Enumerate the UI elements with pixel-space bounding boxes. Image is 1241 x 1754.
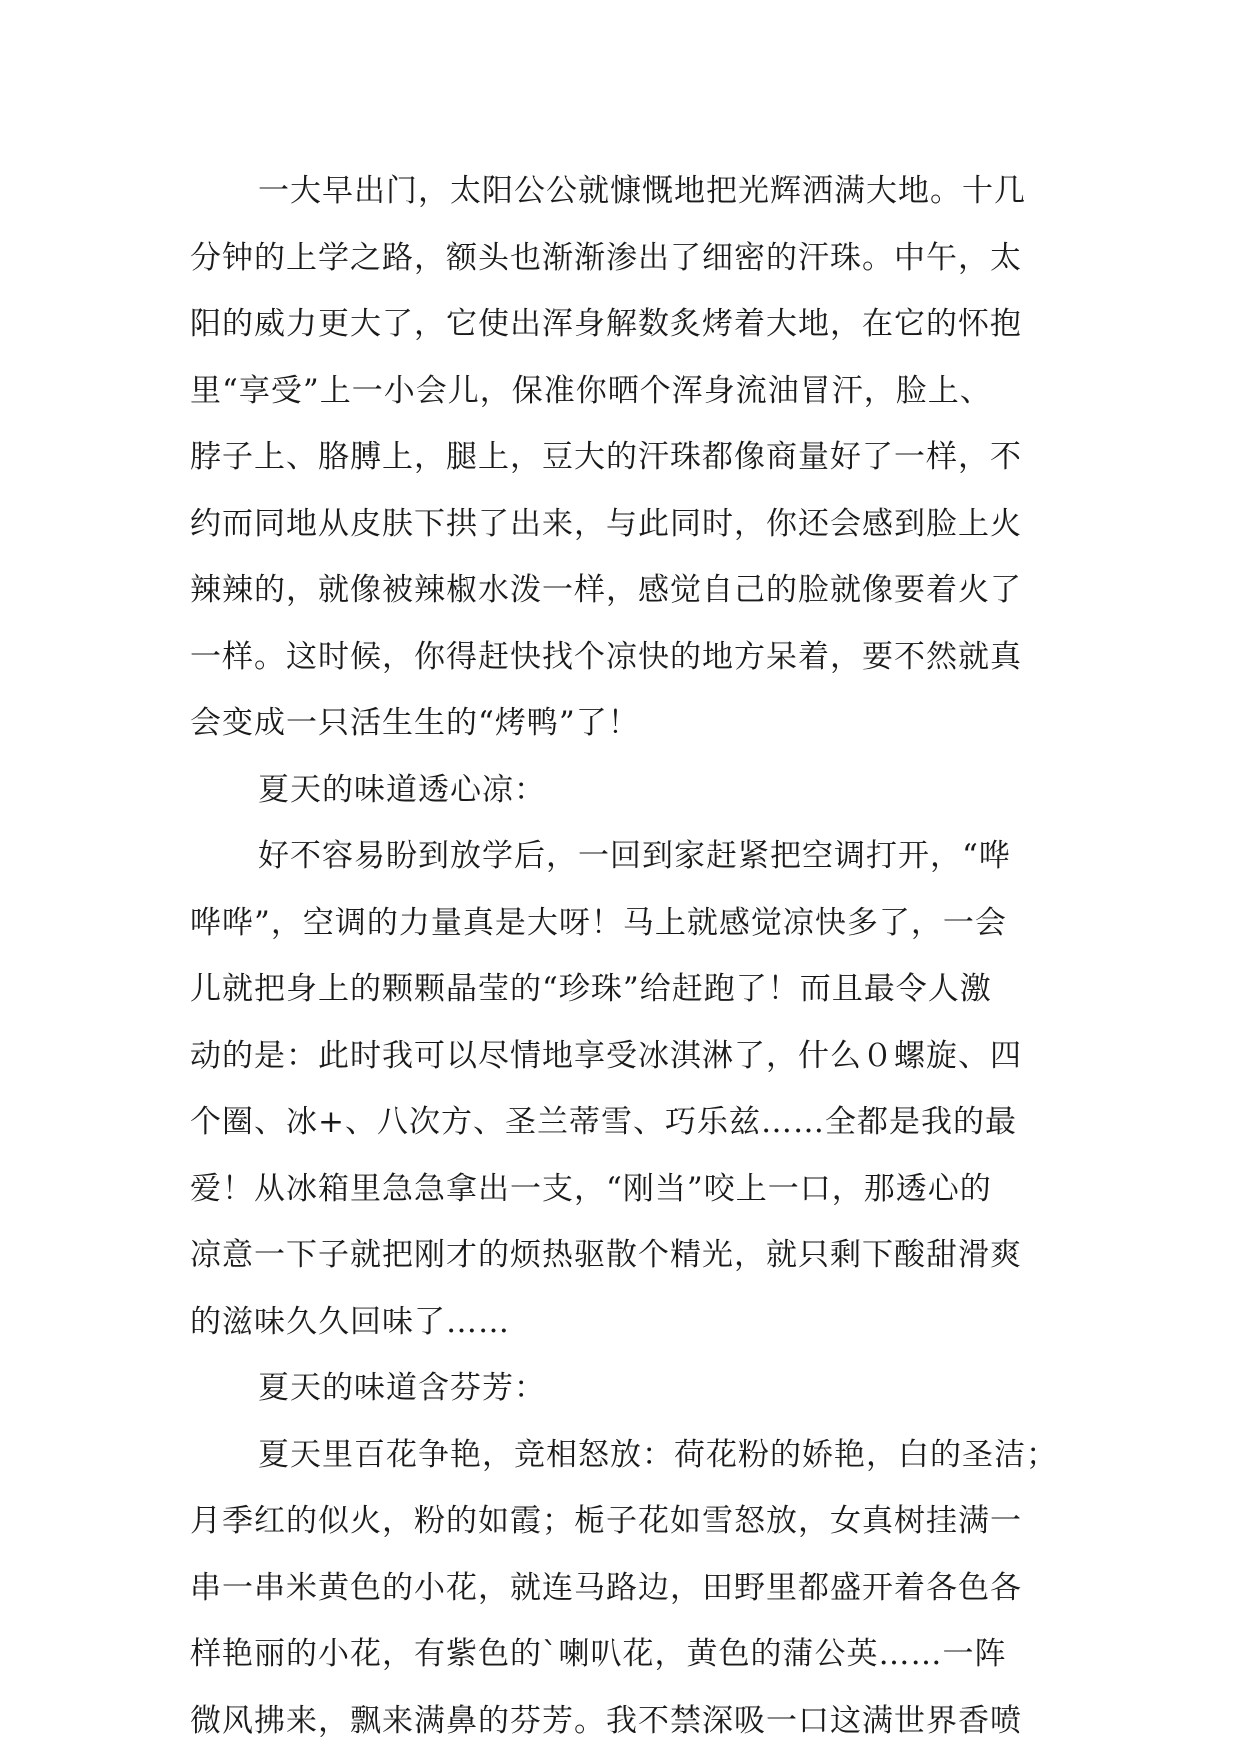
paragraph-first-line: 夏天的味道透心凉： <box>258 771 546 808</box>
text-line: 阳的威力更大了，它使出浑身解数炙烤着大地，在它的怀抱 <box>190 306 1022 342</box>
text-line: 儿就把身上的颗颗晶莹的“珍珠”给赶跑了！而且最令人激 <box>190 971 992 1007</box>
paragraph-first-line: 夏天的味道含芬芳： <box>258 1370 546 1406</box>
text-line: 串一串米黄色的小花，就连马路边，田野里都盛开着各色各 <box>190 1569 1022 1606</box>
text-line: 月季红的似火，粉的如霞；栀子花如雪怒放，女真树挂满一 <box>190 1503 1022 1539</box>
text-line: 凉意一下子就把刚才的烦热驱散个精光，就只剩下酸甜滑爽 <box>190 1237 1022 1273</box>
text-line: 脖子上、胳膊上，腿上，豆大的汗珠都像商量好了一样，不 <box>190 439 1022 475</box>
paragraph-first-line: 一大早出门，太阳公公就慷慨地把光辉洒满大地。十几 <box>258 173 1026 209</box>
document-body <box>190 158 1070 1754</box>
text-line: 微风拂来，飘来满鼻的芬芳。我不禁深吸一口这满世界香喷 <box>190 1702 1022 1739</box>
text-line: 爱！从冰箱里急急拿出一支，“刚当”咬上一口，那透心的 <box>190 1170 992 1207</box>
text-line: 样艳丽的小花，有紫色的`喇叭花，黄色的蒲公英……一阵 <box>190 1636 1007 1672</box>
paragraph-first-line: 夏天里百花争艳，竞相怒放：荷花粉的娇艳，白的圣洁； <box>258 1436 1058 1473</box>
text-line: 里“享受”上一小会儿，保准你晒个浑身流油冒汗，脸上、 <box>190 372 992 409</box>
text-line: 约而同地从皮肤下拱了出来，与此同时，你还会感到脸上火 <box>190 505 1022 542</box>
text-line: 一样。这时候，你得赶快找个凉快的地方呆着，要不然就真 <box>190 638 1022 675</box>
paragraph-first-line: 好不容易盼到放学后，一回到家赶紧把空调打开，“哗 <box>258 838 1011 874</box>
text-line: 的滋味久久回味了…… <box>190 1303 510 1340</box>
text-line: 动的是：此时我可以尽情地享受冰淇淋了，什么０螺旋、四 <box>190 1037 1022 1074</box>
text-line: 辣辣的，就像被辣椒水泼一样，感觉自己的脸就像要着火了 <box>190 572 1022 608</box>
text-line: 个圈、冰+、八次方、圣兰蒂雪、巧乐兹……全都是我的最 <box>190 1104 1017 1140</box>
text-line: 会变成一只活生生的“烤鸭”了！ <box>190 705 640 741</box>
text-line: 分钟的上学之路，额头也渐渐渗出了细密的汗珠。中午，太 <box>190 239 1022 276</box>
text-line: 哗哗”，空调的力量真是大呀！马上就感觉凉快多了，一会 <box>190 904 1007 941</box>
